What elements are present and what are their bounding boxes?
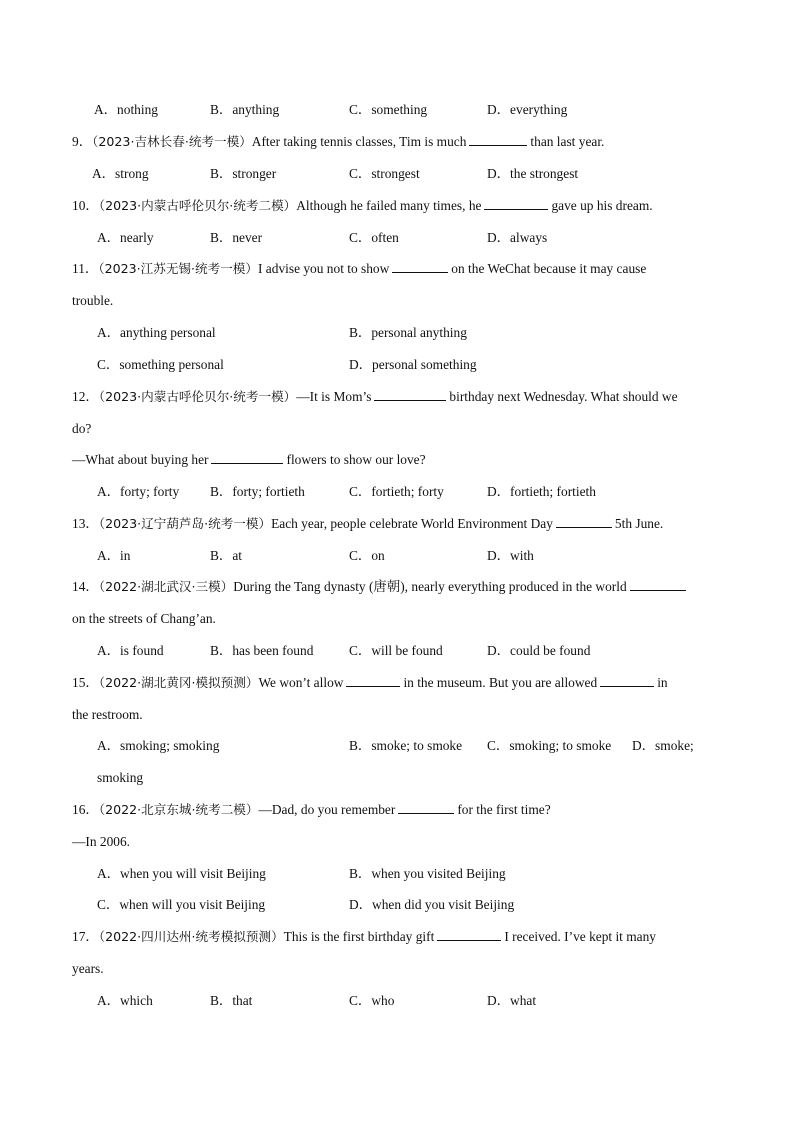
question-12-stem [72, 388, 722, 406]
question-number: 11． [72, 261, 99, 276]
question-number: 13． [72, 516, 99, 531]
question-source: （2022·四川达州·统考模拟预测） [98, 929, 284, 944]
option-b: B．at [210, 548, 242, 563]
question-17-stem-cont: years. [72, 961, 104, 976]
question-number: 10． [72, 198, 99, 213]
stem-text: 5th June. [614, 516, 664, 531]
option-a: A．which [97, 993, 153, 1008]
question-17-stem [72, 928, 722, 946]
option-c: C．fortieth; forty [349, 484, 444, 499]
question-10-stem [72, 197, 722, 215]
option-c: C．something personal [97, 357, 224, 372]
option-a: A．smoking; smoking [97, 738, 220, 753]
answer-blank [556, 515, 612, 528]
stem-text: This is the first birthday gift [283, 929, 435, 944]
stem-text: flowers to show our love? [286, 452, 426, 467]
question-number: 14． [72, 579, 99, 594]
question-source: （2022·湖北黄冈·模拟预测） [98, 675, 259, 690]
question-source: （2023·江苏无锡·统考一模） [98, 261, 258, 276]
question-number: 15． [72, 675, 99, 690]
question-number: 16． [72, 802, 99, 817]
question-16-stem [72, 801, 722, 819]
option-b: B．personal anything [349, 325, 467, 340]
option-b: B．anything [210, 102, 280, 117]
option-b: B．smoke; to smoke [349, 738, 463, 753]
option-d: D．what [487, 993, 537, 1008]
question-source: （2023·内蒙古呼伦贝尔·统考二模） [98, 198, 297, 213]
stem-text: gave up his dream. [551, 198, 653, 213]
option-a: A．anything personal [97, 325, 216, 340]
option-c: C．who [349, 993, 395, 1008]
stem-text: I advise you not to show [258, 261, 390, 276]
question-15-stem-cont: the restroom. [72, 707, 143, 722]
stem-text: —It is Mom’s [296, 389, 372, 404]
option-b: B．when you visited Beijing [349, 866, 506, 881]
option-a: A．forty; forty [97, 484, 180, 499]
stem-text: birthday next Wednesday. What should we [449, 389, 678, 404]
option-d: D．when did you visit Beijing [349, 897, 515, 912]
question-13-stem [72, 515, 722, 533]
question-9-stem [72, 133, 722, 151]
question-12-stem-cont: do? [72, 421, 92, 436]
option-d: D．fortieth; fortieth [487, 484, 596, 499]
question-source: （2022·北京东城·统考二模） [98, 802, 259, 817]
option-b: B．that [210, 993, 253, 1008]
question-source: （2023·辽宁葫芦岛·统考一模） [98, 516, 272, 531]
option-d-continued: smoking [97, 770, 144, 785]
answer-blank [346, 674, 400, 687]
answer-blank [484, 197, 548, 210]
option-d: D．personal something [349, 357, 477, 372]
option-c: C．when will you visit Beijing [97, 897, 266, 912]
option-d: D．smoke; [632, 738, 694, 753]
option-a: A．strong [92, 166, 149, 181]
option-c: C．often [349, 230, 399, 245]
option-c: C．on [349, 548, 385, 563]
answer-blank [469, 133, 527, 146]
option-a: A．when you will visit Beijing [97, 866, 266, 881]
question-source: （2023·吉林长春·统考一模） [92, 134, 252, 149]
question-11-stem [72, 260, 722, 278]
answer-blank [630, 578, 686, 591]
option-b: B．forty; fortieth [210, 484, 305, 499]
option-c: C．smoking; to smoke [487, 738, 612, 753]
stem-text: in [657, 675, 668, 690]
stem-text: on the WeChat because it may cause [451, 261, 647, 276]
stem-text: than last year. [530, 134, 605, 149]
stem-text: —Dad, do you remember [258, 802, 396, 817]
option-b: B．never [210, 230, 263, 245]
option-c: C．something [349, 102, 428, 117]
question-16-reply: —In 2006. [72, 834, 131, 849]
option-d: D．the strongest [487, 166, 579, 181]
stem-text: I received. I’ve kept it many [504, 929, 657, 944]
stem-text: in the museum. But you are allowed [403, 675, 598, 690]
stem-text: After taking tennis classes, Tim is much [251, 134, 467, 149]
question-number: 12． [72, 389, 99, 404]
option-a: A．nearly [97, 230, 154, 245]
question-source: （2022·湖北武汉·三模） [98, 579, 234, 594]
answer-blank [600, 674, 654, 687]
answer-blank [374, 388, 446, 401]
option-a: A．nothing [94, 102, 158, 117]
option-c: C．will be found [349, 643, 443, 658]
option-a: A．in [97, 548, 131, 563]
question-number: 9． [72, 134, 93, 149]
stem-text: Although he failed many times, he [296, 198, 482, 213]
stem-text: Each year, people celebrate World Environment Day [271, 516, 553, 531]
option-d: D．always [487, 230, 548, 245]
option-d: D．could be found [487, 643, 591, 658]
question-14-stem [72, 578, 722, 596]
answer-blank [211, 451, 283, 464]
question-15-stem [72, 674, 722, 692]
question-source: （2023·内蒙古呼伦贝尔·统考一模） [98, 389, 297, 404]
option-b: B．has been found [210, 643, 314, 658]
question-11-stem-cont: trouble. [72, 293, 114, 308]
stem-text: We won’t allow [258, 675, 344, 690]
option-d: D．with [487, 548, 534, 563]
stem-text: During the Tang dynasty (唐朝), nearly everything produced in the world [233, 579, 627, 594]
option-a: A．is found [97, 643, 164, 658]
stem-text: for the first time? [457, 802, 551, 817]
question-number: 17． [72, 929, 99, 944]
option-b: B．stronger [210, 166, 277, 181]
stem-text: —What about buying her [72, 452, 209, 467]
option-c: C．strongest [349, 166, 420, 181]
option-d: D．everything [487, 102, 568, 117]
answer-blank [398, 801, 454, 814]
question-12-reply [72, 451, 722, 469]
answer-blank [437, 928, 501, 941]
answer-blank [392, 260, 448, 273]
question-14-stem-cont: on the streets of Chang’an. [72, 611, 216, 626]
